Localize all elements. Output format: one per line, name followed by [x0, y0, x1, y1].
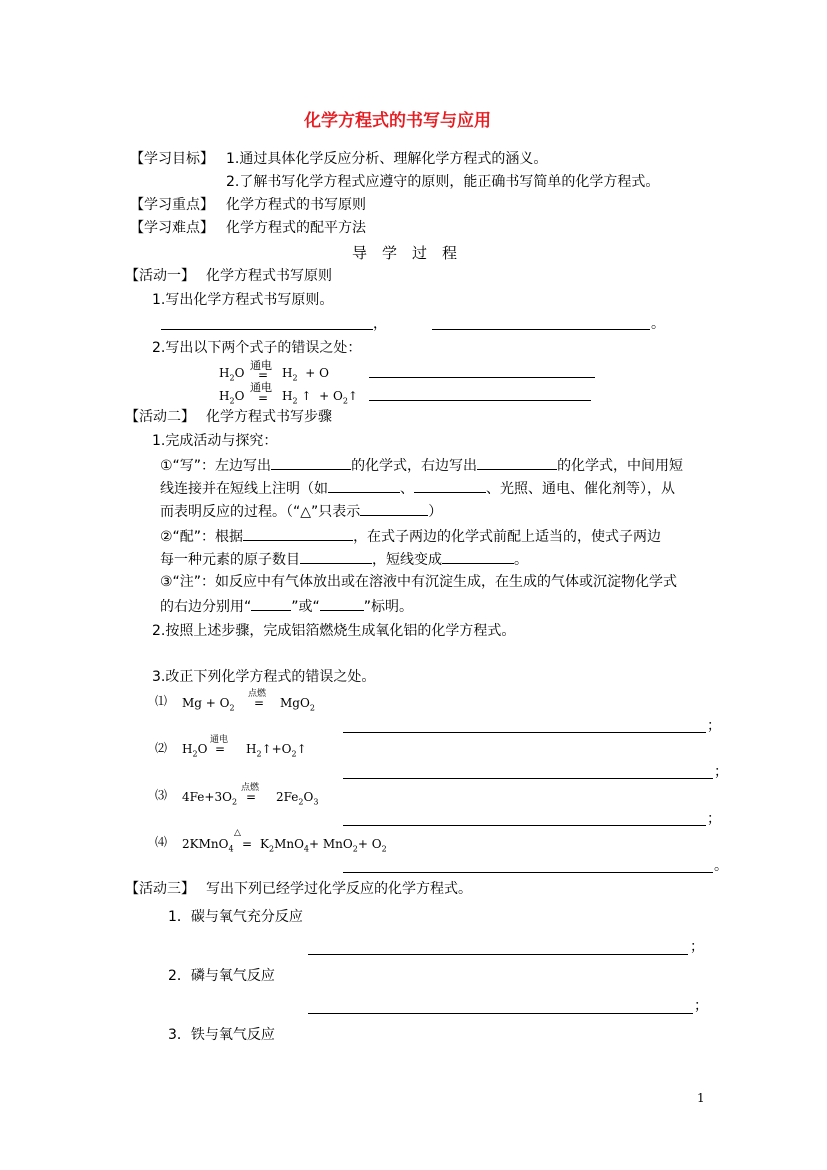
difficult-label: 【学习难点】: [130, 220, 214, 236]
step3-line2: 的右边分别用“ ”或“ ”标明。: [160, 596, 413, 616]
equals-sign: =: [258, 368, 269, 382]
equals-sign: =: [242, 837, 253, 851]
answer-line: [369, 377, 595, 378]
fix-equation-3: $4Fe+3O_2$: [182, 790, 238, 807]
equals-sign: =: [254, 696, 265, 710]
end-mark: ；: [714, 764, 728, 780]
key-text: 化学方程式的书写原则: [226, 197, 366, 213]
answer-line: [343, 872, 713, 873]
act2-q3: 3.改正下列化学方程式的错误之处。: [152, 669, 376, 685]
process-heading: 导 学 过 程: [352, 244, 458, 262]
equation-1-right: $H_2 + O$: [282, 366, 329, 383]
act2-label: 【活动二】: [125, 409, 195, 425]
end-mark: 。: [651, 316, 665, 332]
fix-equation-2: $H_2O$: [182, 742, 208, 759]
page-title: 化学方程式的书写与应用: [304, 111, 491, 131]
answer-line: [343, 778, 713, 779]
fix-number: ⑴: [155, 694, 168, 708]
act1-label: 【活动一】: [125, 268, 195, 284]
fix-equation-1-right: MgO$_2$: [280, 696, 315, 713]
difficult-text: 化学方程式的配平方法: [226, 220, 366, 236]
answer-line: [308, 1013, 693, 1014]
condition-label: △: [234, 828, 241, 838]
act2-title: 化学方程式书写步骤: [206, 409, 332, 425]
fix-equation-4-right: $K_2MnO_4+ MnO_2+ O_2$: [260, 837, 387, 854]
step1-line2: 线连接并在短线上注明（如 、 、光照、通电、催化剂等），从: [160, 478, 675, 498]
equation-2-right: $H_2$ ↑ + $O_2↑$: [282, 389, 358, 406]
act3-item-3: 3．铁与氧气反应: [168, 1027, 275, 1043]
act1-q2: 2.写出以下两个式子的错误之处：: [152, 340, 362, 356]
answer-line: [161, 329, 373, 330]
page-number: 1: [697, 1091, 705, 1105]
step2-line2: 每一种元素的原子数目 ，短线变成 。: [160, 549, 528, 569]
step1-line3: 而表明反应的过程。（“△”只表示 ）: [160, 501, 442, 521]
fix-equation-4: 2KMnO$_4$: [182, 837, 234, 854]
equals-sign: =: [215, 742, 226, 756]
fix-number: ⑶: [155, 788, 168, 802]
act3-item-2: 2．磷与氧气反应: [168, 968, 275, 984]
end-mark: ；: [707, 718, 721, 734]
condition-label: 通电: [250, 381, 272, 394]
step2-line1: ②“配”：根据 ，在式子两边的化学式前配上适当的，使式子两边: [160, 526, 661, 546]
condition-label: 点燃: [248, 689, 267, 699]
equals-sign: =: [246, 790, 257, 804]
fix-equation-1: $Mg + O_2$: [182, 696, 235, 713]
answer-line: [369, 400, 591, 401]
end-mark: ；: [694, 998, 708, 1014]
act1-title: 化学方程式书写原则: [206, 268, 332, 284]
end-mark: 。: [714, 858, 728, 874]
act2-q1: 1.完成活动与探究：: [152, 433, 278, 449]
answer-line: [308, 954, 688, 955]
equals-sign: =: [258, 391, 269, 405]
fix-number: ⑷: [155, 835, 168, 849]
end-mark: ；: [707, 811, 721, 827]
goal-item-2: 2.了解书写化学方程式应遵守的原则，能正确书写简单的化学方程式。: [226, 174, 660, 190]
answer-line: [343, 732, 706, 733]
step1-line1: ①“写”：左边写出 的化学式，右边写出 的化学式，中间用短: [160, 455, 683, 475]
condition-label: 通电: [250, 359, 272, 372]
equation-2: $H_2O$: [219, 389, 245, 406]
answer-line: [432, 329, 650, 330]
fix-equation-2-right: $H_2↑+O_2↑$: [246, 742, 307, 759]
fix-equation-3-right: $2Fe_2O_3$: [276, 790, 319, 807]
key-label: 【学习重点】: [130, 197, 214, 213]
act3-label: 【活动三】: [125, 881, 195, 897]
goals-label: 【学习目标】: [130, 151, 214, 167]
condition-label: 点燃: [241, 783, 260, 793]
equation-1: $H_2O$: [219, 366, 245, 383]
act3-item-1: 1．碳与氧气充分反应: [168, 909, 303, 925]
end-mark: ；: [690, 939, 704, 955]
separator: ，: [373, 316, 387, 332]
fix-number: ⑵: [155, 741, 168, 755]
condition-label: 通电: [210, 735, 229, 745]
act3-title: 写出下列已经学过化学反应的化学方程式。: [206, 881, 472, 897]
act1-q1: 1.写出化学方程式书写原则。: [152, 292, 334, 308]
goal-item-1: 1.通过具体化学反应分析、理解化学方程式的涵义。: [226, 151, 548, 167]
step3-line1: ③“注”：如反应中有气体放出或在溶液中有沉淀生成，在生成的气体或沉淀物化学式: [160, 574, 678, 590]
answer-line: [343, 825, 706, 826]
act2-q2: 2.按照上述步骤，完成铝箔燃烧生成氧化铝的化学方程式。: [152, 623, 516, 639]
